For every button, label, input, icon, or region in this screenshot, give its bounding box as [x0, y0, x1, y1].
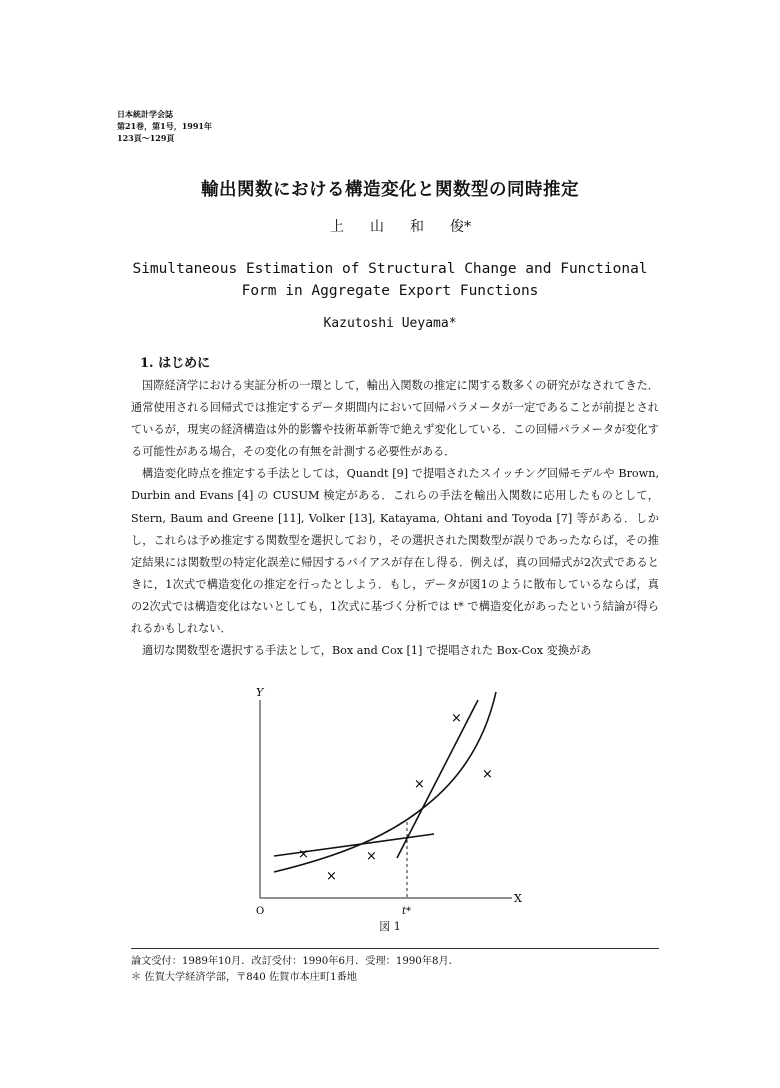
figure-caption: 図 1 [379, 920, 401, 933]
title-english [0, 258, 780, 302]
title-english-line2: Form in Aggregate Export Functions [241, 283, 539, 299]
data-point: × [482, 767, 493, 782]
footnotes [131, 954, 459, 986]
author-japanese [330, 216, 497, 236]
journal-pages: 123頁～129頁 [117, 133, 175, 143]
paragraph: 構造変化時点を推定する手法としては，Quandt [9] で提唱されたスイッチング回帰モデルや Brown, Durbin and Evans [4] の CUSUM 検定がある．これらの手法を輸出入関数に応用したものとして，Stern, Baum and Greene [11], Volker [13], Katayama, Ohtani and Toyoda [7] 等がある．しかし，これらは予め推定する関数型を選択しており，その選択された関数型が誤りであったならば，その推定結果には関数型の特定化誤差に帰因するバイアスが存在し得る．例えば，真の回帰式が2次式であるときに，1次式で構造変化の推定を行ったとしよう．もし，データが図1のように散布しているならば，真の2次式では構造変化はないとしても，1次式に基づく分析では t* で構造変化があったという結論が得られるかもしれない． [131, 467, 659, 636]
title-japanese: 輸出関数における構造変化と関数型の同時推定 [201, 180, 579, 200]
x-axis-label: X [514, 892, 522, 905]
data-point: × [298, 847, 309, 862]
data-point: × [414, 777, 425, 792]
data-point: × [366, 849, 377, 864]
section-heading: 1. はじめに [140, 356, 211, 371]
tick-label-tstar: t* [402, 906, 412, 917]
author-char: 山 [370, 219, 384, 235]
quadratic-curve [274, 692, 496, 872]
linear-segment-2 [397, 700, 478, 858]
author-char: 上 [330, 219, 344, 235]
data-point: × [326, 869, 337, 884]
footnote-divider [131, 948, 659, 949]
paragraph: 適切な関数型を選択する手法として，Box and Cox [1] で提唱された Box-Cox 変換があ [142, 644, 592, 658]
journal-volume: 第21巻，第1号，1991年 [117, 121, 212, 131]
journal-info [117, 108, 212, 144]
y-axis-label: Y [256, 686, 264, 699]
origin-label: O [256, 906, 265, 917]
figure-1 [250, 686, 540, 918]
data-point: × [451, 711, 462, 726]
title-english-line1: Simultaneous Estimation of Structural Change and Functional [132, 261, 648, 277]
author-english: Kazutoshi Ueyama* [323, 316, 457, 331]
body-text [131, 375, 659, 662]
footnote-affiliation: ＊ 佐賀大学経済学部，〒840 佐賀市本庄町1番地 [131, 972, 357, 983]
journal-name: 日本統計学会誌 [117, 109, 173, 119]
paragraph: 国際経済学における実証分析の一環として，輸出入関数の推定に関する数多くの研究がなされてきた．通常使用される回帰式では推定するデータ期間内において回帰パラメータが一定であることが前提とされているが，現実の経済構造は外的影響や技術革新等で絶えず変化している．この回帰パラメータが変化する可能性がある場合，その変化の有無を計測する必要性がある． [131, 379, 659, 459]
author-char: 和 [410, 219, 424, 235]
author-char: 俊* [450, 219, 471, 235]
footnote-received: 論文受付：1989年10月．改訂受付：1990年6月．受理：1990年8月． [131, 956, 459, 967]
